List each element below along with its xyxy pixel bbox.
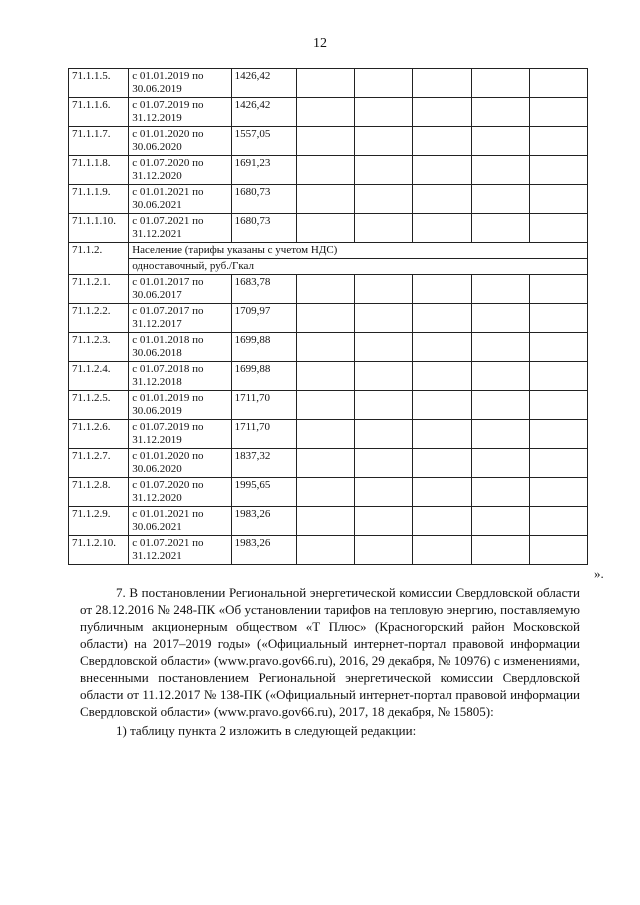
table-row bbox=[69, 214, 588, 243]
empty-cell bbox=[355, 127, 413, 156]
row-value: 1683,78 bbox=[231, 275, 296, 304]
table-subsection-row bbox=[69, 259, 588, 275]
table-row bbox=[69, 69, 588, 98]
row-period: с 01.01.2019 по 30.06.2019 bbox=[129, 391, 231, 420]
empty-cell bbox=[296, 127, 354, 156]
paragraph-instruction: 1) таблицу пункта 2 изложить в следующей редакции: bbox=[116, 723, 417, 738]
row-period: с 01.01.2018 по 30.06.2018 bbox=[129, 333, 231, 362]
row-value: 1699,88 bbox=[231, 362, 296, 391]
paragraph-amendment: 7. В постановлении Региональной энергетической комиссии Свердловской области от 28.12.2016 № 248-ПК «Об установлении тарифов на тепловую энергию, поставляемую публичным акционерным обществом «Т Плюс» (Красногорский район Московской области) на 2017–2019 годы» («Официальный интернет-портал правовой информации Свердловской области» (www.pravo.gov66.ru), 2016, 29 декабря, № 10976) с изменениями, внесенными постановлением Региональной энергетической комиссии Свердловской области от 11.12.2017 № 138-ПК («Официальный интернет-портал правовой информации Свердловской области» (www.pravo.gov66.ru), 2017, 18 декабря, № 15805): bbox=[80, 585, 580, 719]
row-number: 71.1.2.3. bbox=[69, 333, 129, 362]
table-row bbox=[69, 420, 588, 449]
empty-cell bbox=[413, 275, 471, 304]
row-number: 71.1.2.7. bbox=[69, 449, 129, 478]
row-number: 71.1.2.5. bbox=[69, 391, 129, 420]
empty-cell bbox=[529, 69, 587, 98]
table-row bbox=[69, 362, 588, 391]
row-period: с 01.07.2021 по 31.12.2021 bbox=[129, 536, 231, 565]
empty-cell bbox=[355, 420, 413, 449]
empty-cell bbox=[471, 420, 529, 449]
row-number: 71.1.1.9. bbox=[69, 185, 129, 214]
row-value: 1680,73 bbox=[231, 185, 296, 214]
body-text bbox=[80, 584, 580, 739]
empty-cell bbox=[413, 69, 471, 98]
empty-cell bbox=[471, 275, 529, 304]
empty-cell bbox=[413, 449, 471, 478]
empty-cell bbox=[471, 185, 529, 214]
empty-cell bbox=[413, 98, 471, 127]
empty-cell bbox=[355, 185, 413, 214]
page-number: 12 bbox=[313, 36, 327, 51]
empty-cell bbox=[413, 214, 471, 243]
row-value: 1680,73 bbox=[231, 214, 296, 243]
empty-cell bbox=[296, 185, 354, 214]
row-value: 1995,65 bbox=[231, 478, 296, 507]
empty-cell bbox=[413, 156, 471, 185]
empty-cell bbox=[296, 304, 354, 333]
table-row bbox=[69, 156, 588, 185]
empty-cell bbox=[296, 214, 354, 243]
row-number: 71.1.2.1. bbox=[69, 275, 129, 304]
empty-cell bbox=[471, 478, 529, 507]
row-value: 1711,70 bbox=[231, 420, 296, 449]
empty-cell bbox=[296, 420, 354, 449]
empty-cell bbox=[529, 185, 587, 214]
empty-cell bbox=[296, 507, 354, 536]
empty-cell bbox=[529, 333, 587, 362]
empty-cell bbox=[296, 478, 354, 507]
empty-cell bbox=[355, 275, 413, 304]
empty-cell bbox=[355, 449, 413, 478]
empty-cell bbox=[529, 362, 587, 391]
empty-cell bbox=[471, 304, 529, 333]
row-value: 1699,88 bbox=[231, 333, 296, 362]
empty-cell bbox=[413, 362, 471, 391]
empty-cell bbox=[296, 69, 354, 98]
table-section-row bbox=[69, 243, 588, 259]
empty-cell bbox=[471, 507, 529, 536]
row-period: с 01.07.2019 по 31.12.2019 bbox=[129, 98, 231, 127]
empty-cell bbox=[413, 478, 471, 507]
row-number: 71.1.1.5. bbox=[69, 69, 129, 98]
row-period: с 01.01.2020 по 30.06.2020 bbox=[129, 127, 231, 156]
table-row bbox=[69, 275, 588, 304]
row-period: с 01.07.2020 по 31.12.2020 bbox=[129, 156, 231, 185]
row-number: 71.1.1.7. bbox=[69, 127, 129, 156]
empty-cell bbox=[471, 214, 529, 243]
empty-cell bbox=[471, 156, 529, 185]
row-period: с 01.07.2018 по 31.12.2018 bbox=[129, 362, 231, 391]
row-period: с 01.07.2021 по 31.12.2021 bbox=[129, 214, 231, 243]
row-value: 1837,32 bbox=[231, 449, 296, 478]
table-row bbox=[69, 304, 588, 333]
empty-cell bbox=[471, 362, 529, 391]
empty-cell bbox=[413, 536, 471, 565]
empty-cell bbox=[355, 69, 413, 98]
row-number: 71.1.1.8. bbox=[69, 156, 129, 185]
row-number: 71.1.2.6. bbox=[69, 420, 129, 449]
empty-cell bbox=[355, 156, 413, 185]
row-period: с 01.01.2020 по 30.06.2020 bbox=[129, 449, 231, 478]
empty-cell bbox=[529, 507, 587, 536]
row-number: 71.1.2.2. bbox=[69, 304, 129, 333]
row-value: 1983,26 bbox=[231, 536, 296, 565]
table-row bbox=[69, 185, 588, 214]
empty-cell bbox=[529, 275, 587, 304]
row-number: 71.1.2.4. bbox=[69, 362, 129, 391]
row-value: 1709,97 bbox=[231, 304, 296, 333]
empty-cell bbox=[529, 478, 587, 507]
empty-cell bbox=[296, 449, 354, 478]
table-row bbox=[69, 98, 588, 127]
row-number: 71.1.2.9. bbox=[69, 507, 129, 536]
empty-cell bbox=[296, 333, 354, 362]
empty-cell bbox=[413, 391, 471, 420]
row-period: с 01.01.2021 по 30.06.2021 bbox=[129, 185, 231, 214]
empty-cell bbox=[355, 98, 413, 127]
tariff-table bbox=[68, 68, 588, 565]
empty-cell bbox=[529, 127, 587, 156]
row-number: 71.1.1.6. bbox=[69, 98, 129, 127]
empty-cell bbox=[529, 156, 587, 185]
empty-cell bbox=[413, 127, 471, 156]
empty-cell bbox=[413, 507, 471, 536]
row-value: 1426,42 bbox=[231, 98, 296, 127]
tariff-table-body bbox=[69, 69, 588, 565]
empty-cell bbox=[471, 127, 529, 156]
empty-cell bbox=[296, 362, 354, 391]
empty-cell bbox=[296, 536, 354, 565]
empty-cell bbox=[529, 304, 587, 333]
empty-cell bbox=[296, 391, 354, 420]
row-period: с 01.01.2017 по 30.06.2017 bbox=[129, 275, 231, 304]
row-number: 71.1.1.10. bbox=[69, 214, 129, 243]
empty-cell bbox=[296, 275, 354, 304]
row-value: 1557,05 bbox=[231, 127, 296, 156]
empty-cell bbox=[529, 536, 587, 565]
empty-cell bbox=[471, 536, 529, 565]
row-period: с 01.07.2020 по 31.12.2020 bbox=[129, 478, 231, 507]
empty-cell bbox=[471, 98, 529, 127]
empty-cell bbox=[296, 98, 354, 127]
subsection-title: одноставочный, руб./Гкал bbox=[129, 259, 588, 275]
row-value: 1691,23 bbox=[231, 156, 296, 185]
row-value: 1426,42 bbox=[231, 69, 296, 98]
row-number: 71.1.2.10. bbox=[69, 536, 129, 565]
table-row bbox=[69, 507, 588, 536]
empty-cell bbox=[413, 185, 471, 214]
row-period: с 01.07.2017 по 31.12.2017 bbox=[129, 304, 231, 333]
empty-cell bbox=[413, 420, 471, 449]
empty-cell bbox=[355, 391, 413, 420]
table-row bbox=[69, 127, 588, 156]
empty-cell bbox=[471, 449, 529, 478]
empty-cell bbox=[471, 69, 529, 98]
empty-cell bbox=[529, 449, 587, 478]
empty-cell bbox=[355, 304, 413, 333]
table-row bbox=[69, 449, 588, 478]
empty-cell bbox=[355, 333, 413, 362]
section-number: 71.1.2. bbox=[69, 243, 129, 275]
closing-quote: ». bbox=[594, 566, 604, 581]
empty-cell bbox=[355, 536, 413, 565]
table-row bbox=[69, 333, 588, 362]
empty-cell bbox=[355, 214, 413, 243]
table-row bbox=[69, 536, 588, 565]
section-title: Население (тарифы указаны с учетом НДС) bbox=[129, 243, 588, 259]
empty-cell bbox=[413, 333, 471, 362]
table-row bbox=[69, 478, 588, 507]
empty-cell bbox=[471, 391, 529, 420]
empty-cell bbox=[355, 478, 413, 507]
empty-cell bbox=[529, 420, 587, 449]
row-period: с 01.07.2019 по 31.12.2019 bbox=[129, 420, 231, 449]
row-number: 71.1.2.8. bbox=[69, 478, 129, 507]
empty-cell bbox=[355, 362, 413, 391]
row-value: 1711,70 bbox=[231, 391, 296, 420]
empty-cell bbox=[471, 333, 529, 362]
empty-cell bbox=[296, 156, 354, 185]
row-value: 1983,26 bbox=[231, 507, 296, 536]
empty-cell bbox=[355, 507, 413, 536]
empty-cell bbox=[413, 304, 471, 333]
row-period: с 01.01.2019 по 30.06.2019 bbox=[129, 69, 231, 98]
empty-cell bbox=[529, 214, 587, 243]
table-row bbox=[69, 391, 588, 420]
row-period: с 01.01.2021 по 30.06.2021 bbox=[129, 507, 231, 536]
empty-cell bbox=[529, 98, 587, 127]
empty-cell bbox=[529, 391, 587, 420]
